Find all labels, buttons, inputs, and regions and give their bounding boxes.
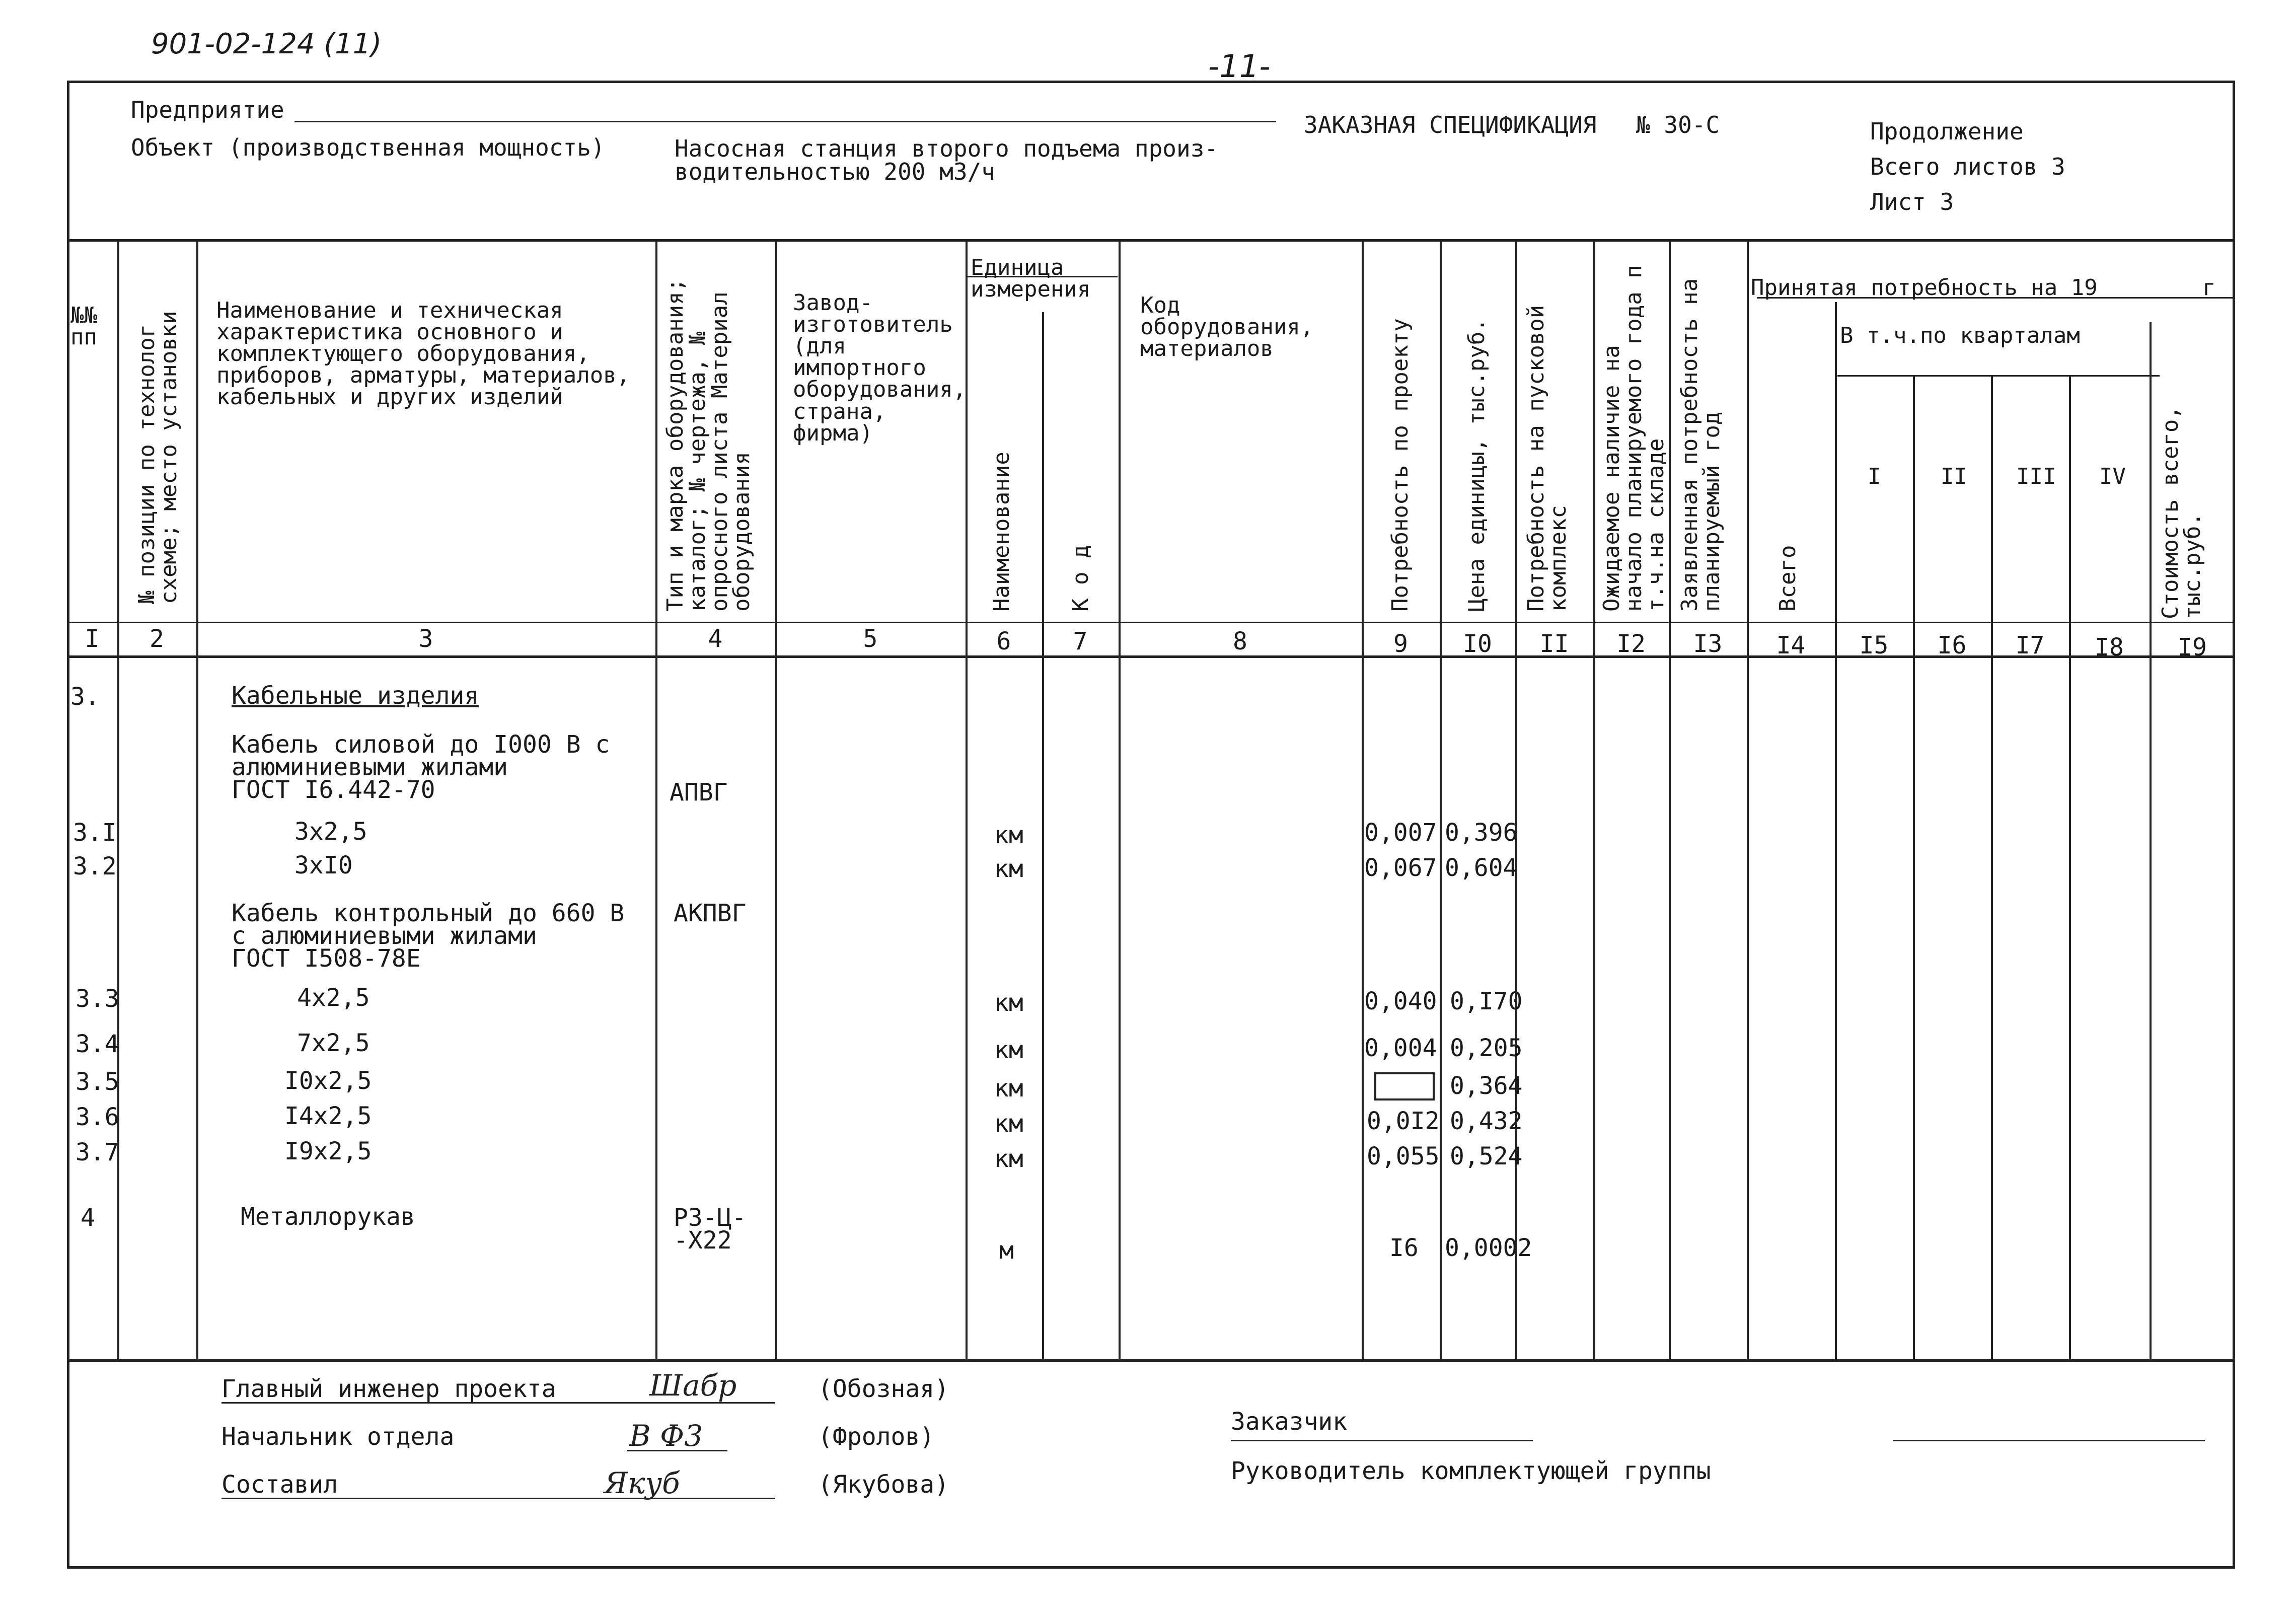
customer-label: Заказчик (1231, 1408, 1348, 1436)
col-number: I3 (1693, 630, 1723, 658)
col-number: 2 (150, 625, 164, 653)
total-sheets: Всего листов 3 (1870, 153, 2065, 180)
col-number: 5 (863, 625, 878, 653)
row-name: I4х2,5 (284, 1102, 372, 1130)
enterprise-label: Предприятие (131, 96, 284, 123)
col-2-header: № позиции по технолог схеме; место установки (134, 311, 182, 604)
group2-type: АКПВГ (674, 899, 747, 927)
column-number-top-line (67, 622, 2235, 623)
group2-line2: с алюминиевыми жилами (232, 922, 537, 950)
col-3-header: Наименование и техническая характеристика основного и комплектующего оборудования, приборов, арматуры, материалов, кабельных и других изделий (216, 298, 630, 410)
col-9-header: Потребность по проекту (1387, 318, 1413, 612)
row-price: 0,524 (1450, 1142, 1523, 1170)
col-number: I0 (1463, 630, 1492, 658)
col-divider-2 (196, 239, 198, 1359)
continuation-label: Продолжение (1870, 118, 2024, 145)
col-12-header: Ожидаемое наличие на начало планируемого года п т.ч.на складе (1599, 265, 1669, 612)
row-price: 0,604 (1445, 854, 1518, 882)
row-unit: км (994, 1145, 1023, 1173)
document-code: 901-02-124 (11) (151, 28, 382, 60)
col-number: I9 (2178, 633, 2207, 662)
row-unit: км (994, 1110, 1023, 1138)
enterprise-field-line (294, 121, 1276, 122)
quarters-group-line (1837, 375, 2160, 377)
col-18-header: IV (2099, 464, 2126, 489)
group1-line3: ГОСТ I6.442-70 (232, 776, 435, 804)
object-value-line2: водительностью 200 м3/ч (675, 158, 995, 185)
col-divider-3 (655, 239, 657, 1359)
row-num: 3.3 (76, 985, 119, 1013)
col-number: II (1539, 630, 1569, 658)
col-14-header: Всего (1775, 545, 1801, 612)
table-top-line (67, 239, 2235, 242)
department-head-line (627, 1450, 727, 1451)
col-number: 3 (418, 625, 433, 653)
accepted-group-header: Принятая потребность на 19 (1751, 275, 2098, 301)
chief-engineer-name: (Обозная) (818, 1375, 949, 1403)
col-divider-14 (1835, 302, 1837, 1359)
col-16-header: II (1941, 464, 1967, 489)
row-name: I0х2,5 (284, 1067, 372, 1095)
customer-signature-line (1893, 1440, 2205, 1441)
department-head-label: Начальник отдела (221, 1423, 455, 1451)
row-unit: м (999, 1236, 1014, 1265)
page-mark: -11- (1208, 48, 1271, 85)
col-divider-8 (1362, 239, 1364, 1359)
composer-label: Составил (221, 1471, 338, 1499)
col-divider-5 (966, 239, 968, 1359)
col-11-header: Потребность на пусковой комплекс (1523, 305, 1571, 612)
row-qty: 0,004 (1364, 1034, 1437, 1062)
col-number: 7 (1073, 627, 1088, 655)
col-1-header: №№ пп (70, 303, 97, 350)
row-unit: км (994, 855, 1023, 883)
accepted-group-suffix: г (2202, 275, 2216, 301)
customer-line (1231, 1440, 1533, 1441)
object-value-line1: Насосная станция второго подъема произ- (675, 135, 1219, 162)
col-number: I6 (1937, 631, 1967, 659)
col-divider-11 (1593, 239, 1595, 1359)
col-divider-1 (117, 239, 119, 1359)
group1-line1: Кабель силовой до I000 В с (232, 730, 610, 759)
department-head-name: (Фролов) (818, 1423, 935, 1451)
row-name: 7х2,5 (297, 1029, 370, 1057)
row-name: I9х2,5 (284, 1137, 372, 1165)
col-4-header: Тип и марка оборудования; каталог; № чертежа, № опросного листа Материал оборудования (662, 278, 755, 612)
col-7-header: К о д (1068, 545, 1093, 612)
col-5-header: Завод-изготовитель (для импортного оборудования, страна, фирма) (793, 290, 967, 446)
group1-type: АПВГ (670, 778, 728, 806)
col-number: I4 (1776, 631, 1806, 659)
col-number: I8 (2095, 633, 2124, 662)
row-name: 3хI0 (294, 851, 353, 879)
col-divider-17 (2069, 375, 2071, 1359)
col-divider-10 (1515, 239, 1517, 1359)
row-num: 4 (81, 1204, 95, 1232)
row-price: 0,0002 (1445, 1234, 1532, 1262)
section-title: Кабельные изделия (232, 682, 479, 710)
row-price: 0,I70 (1450, 987, 1523, 1015)
col-divider-12 (1669, 239, 1671, 1359)
col-divider-9 (1440, 239, 1442, 1359)
row-type-line1: РЗ-Ц- (674, 1204, 747, 1232)
row-num: 3.7 (76, 1138, 119, 1166)
row-qty: 0,0I2 (1367, 1107, 1440, 1135)
row-num: 3.2 (73, 852, 117, 880)
section-number: 3. (70, 683, 100, 711)
col-number: I5 (1859, 631, 1889, 659)
col-number: 9 (1393, 630, 1408, 658)
col-divider-13 (1747, 239, 1749, 1359)
row-num: 3.5 (76, 1068, 119, 1096)
row-name: 4х2,5 (297, 984, 370, 1012)
col-number: 6 (996, 627, 1011, 655)
col-unit-group-header: Единица измерения (971, 255, 1091, 303)
group1-line2: алюминиевыми жилами (232, 753, 508, 781)
sheet-number: Лист 3 (1870, 188, 1954, 215)
row-qty: 0,040 (1364, 987, 1437, 1015)
object-label: Объект (производственная мощность) (131, 134, 605, 161)
row-unit: км (994, 821, 1023, 849)
col-number: I (85, 625, 100, 653)
row-qty: 0,055 (1367, 1142, 1440, 1170)
spec-number: № 30-С (1636, 111, 1720, 138)
col-10-header: Цена единицы, тыс.руб. (1464, 318, 1490, 612)
row-price: 0,205 (1450, 1034, 1523, 1062)
row-name: Металлорукав (241, 1203, 415, 1231)
col-number: I2 (1616, 630, 1646, 658)
col-number: 8 (1233, 627, 1247, 655)
quarters-group-header: В т.ч.по кварталам (1840, 323, 2080, 348)
row-price: 0,396 (1445, 819, 1518, 847)
row-num: 3.6 (76, 1103, 119, 1131)
col-divider-7 (1119, 239, 1121, 1359)
row-num: 3.I (73, 819, 117, 847)
col-divider-4 (775, 239, 777, 1359)
table-bottom-line (67, 1359, 2235, 1362)
composer-signature: Якуб (604, 1466, 680, 1500)
col-17-header: III (2016, 464, 2056, 489)
col-divider-6 (1042, 312, 1044, 1359)
composer-line (221, 1498, 775, 1499)
chief-engineer-label: Главный инженер проекта (221, 1375, 556, 1403)
row-unit: км (994, 1036, 1023, 1064)
row-qty: 0,067 (1364, 854, 1437, 882)
col-6-header: Наименование (989, 452, 1014, 612)
col-8-header: Код оборудования, материалов (1140, 292, 1314, 362)
chief-engineer-signature: Шабр (649, 1368, 737, 1403)
row-unit: км (994, 989, 1023, 1017)
group2-line1: Кабель контрольный до 660 В (232, 899, 625, 927)
col-19-header: Стоимость всего, тыс.руб. (2158, 406, 2205, 619)
row-type-line2: -Х22 (674, 1226, 732, 1255)
row-name: 3х2,5 (294, 818, 367, 846)
row-price: 0,432 (1450, 1107, 1523, 1135)
col-divider-16 (1991, 375, 1993, 1359)
row-price: 0,364 (1450, 1072, 1523, 1100)
row-qty: 0,007 (1364, 819, 1437, 847)
row-qty-empty-box (1374, 1072, 1435, 1100)
col-number: I7 (2015, 631, 2045, 659)
row-qty: I6 (1389, 1234, 1419, 1262)
col-number: 4 (708, 625, 723, 653)
spec-title: ЗАКАЗНАЯ СПЕЦИФИКАЦИЯ (1304, 111, 1597, 138)
department-head-signature: В Ф3 (629, 1419, 703, 1453)
col-13-header: Заявленная потребность на планируемый год (1677, 278, 1725, 612)
group-head-label: Руководитель комплектующей группы (1231, 1457, 1711, 1485)
group2-line3: ГОСТ I508-78Е (232, 944, 421, 973)
row-num: 3.4 (76, 1030, 119, 1058)
col-15-header: I (1868, 464, 1881, 489)
col-divider-15 (1913, 375, 1915, 1359)
col-divider-18 (2150, 322, 2152, 1359)
row-unit: км (994, 1074, 1023, 1103)
composer-name: (Якубова) (818, 1471, 949, 1499)
